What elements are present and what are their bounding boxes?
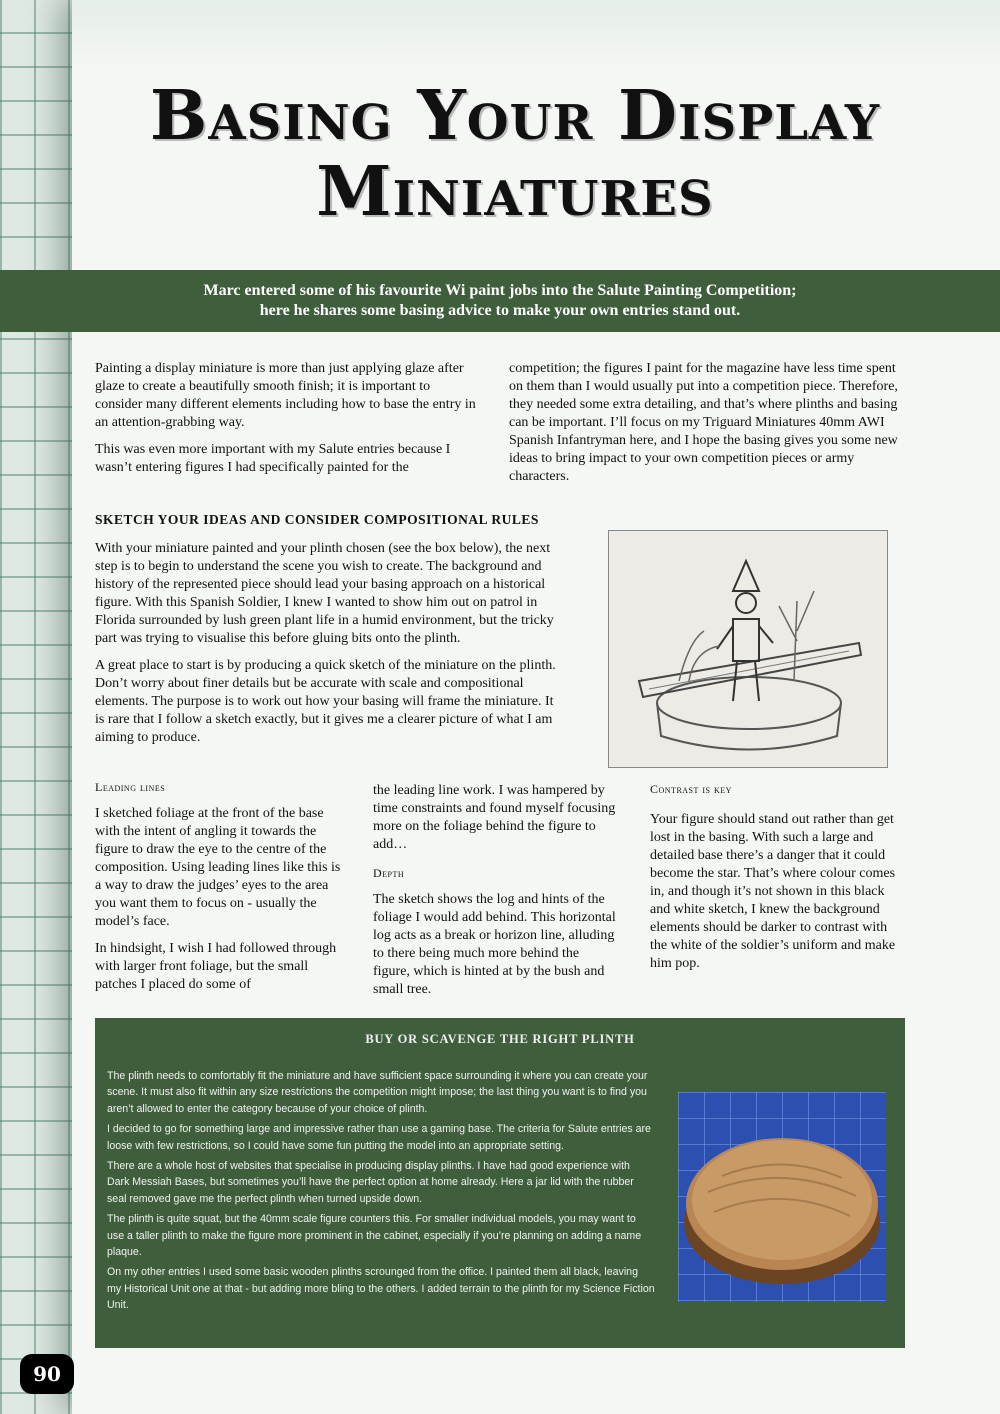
body-paragraph: In hindsight, I wish I had followed through with larger front foliage, but the small patches I placed do some of — [95, 941, 337, 992]
sidebar-paragraph: On my other entries I used some basic wooden plinths scrounged from the office. I painted them all black, leaving my Historical Unit one at that - but adding more bling to the others. I added terrain to the plinth for my Science Fiction Unit. — [107, 1266, 655, 1312]
standfirst-line-1: Marc entered some of his favourite Wi paint jobs into the Salute Painting Competition; — [203, 282, 797, 299]
standfirst-line-2: here he shares some basing advice to make your own entries stand out. — [259, 302, 741, 319]
contrast-column — [650, 782, 906, 982]
sidebar-paragraph: The plinth needs to comfortably fit the miniature and have sufficient space surrounding it where you can create your scene. It must also fit within any size restrictions the competition might impose; the last thing you want is to find you aren’t allowed to enter the category because of your choice of plinth. — [107, 1070, 648, 1115]
intro-paragraph: Painting a display miniature is more than just applying glaze after glaze to create a beautifully smooth finish; it is important to consider many different elements including how to base the entry in an attention-grabbing way. — [95, 361, 476, 430]
pencil-sketch-image — [608, 530, 888, 768]
plinth-sidebar-box — [95, 1018, 905, 1348]
intro-paragraph: This was even more important with my Salute entries because I wasn’t entering figures I had specifically painted for the — [95, 442, 451, 475]
pencil-sketch-drawing — [609, 531, 887, 767]
intro-paragraph: competition; the figures I paint for the magazine have less time spent on them than I would usually put into a competition piece. Therefore, they needed some extra detailing, and that’s where plinths and basing can be important. I’ll focus on my Triguard Miniatures 40mm AWI Spanish Infantryman here, and I hope the basing gives you some new ideas to bring impact to your own competition pieces or army characters. — [509, 361, 898, 484]
depth-heading: Depth — [373, 866, 405, 880]
standfirst-banner — [0, 270, 1000, 332]
section-sketch-body — [95, 540, 565, 756]
body-paragraph: The sketch shows the log and hints of the foliage I would add behind. This horizontal log acts as a break or horizon line, alluding to there being much more behind the figure, which is hinted at by the bush and small tree. — [373, 892, 616, 997]
page-number: 90 — [20, 1354, 74, 1394]
body-paragraph: the leading line work. I was hampered by time constraints and found myself focusing more on the foliage behind the figure to add… — [373, 783, 616, 852]
article-title: Basing Your Display Miniatures — [149, 76, 881, 232]
sidebar-paragraph: The plinth is quite squat, but the 40mm scale figure counters this. For smaller individual models, you may want to use a taller plinth to make the figure more prominent in the cabinet, especially if you’re planning on adding a name plaque. — [107, 1213, 642, 1259]
section-heading-sketch: SKETCH YOUR IDEAS AND CONSIDER COMPOSITIONAL RULES — [95, 512, 539, 527]
body-paragraph: I sketched foliage at the front of the base with the intent of angling it towards the figure to draw the eye to the centre of the composition. Using leading lines like this is a way to draw the judges’ eyes to the area you want them to focus on - usually the model’s face. — [95, 806, 341, 929]
sidebar-text — [107, 1068, 655, 1318]
sidebar-paragraph: There are a whole host of websites that specialise in producing display plinths. I have had good experience with Dark Messiah Bases, but sometimes you’ll have the perfect option at home already. Here a jar lid with the rubber seal removed gave me the perfect plinth when turned upside down. — [107, 1160, 634, 1205]
sidebar-paragraph: I decided to go for something large and impressive rather than use a gaming base. The criteria for Salute entries are loose with few restrictions, so I could have some fun putting the model into an appropriate setting. — [107, 1123, 651, 1152]
leading-lines-column — [95, 780, 347, 1003]
body-paragraph: Your figure should stand out rather than get lost in the basing. With such a large and detailed base there’s a danger that it could become the star. That’s where colour comes in, and though it’s not shown in this black and white sketch, I knew the background elements should be darker to contrast with the white of the soldier’s uniform and make him pop. — [650, 812, 896, 971]
sidebar-title: BUY OR SCAVENGE THE RIGHT PLINTH — [365, 1032, 635, 1046]
depth-column — [373, 782, 619, 1008]
intro-column-2 — [509, 360, 907, 495]
wooden-plinth-photo — [678, 1092, 886, 1302]
contrast-heading: Contrast is key — [650, 782, 732, 796]
top-fade — [72, 0, 1000, 70]
intro-column-1 — [95, 360, 480, 486]
plinth-photo-drawing — [678, 1092, 886, 1302]
body-paragraph: With your miniature painted and your plinth chosen (see the box below), the next step is to begin to understand the scene you wish to create. The background and history of the represented piece should lead your basing approach on a historical figure. With this Spanish Soldier, I knew I wanted to show him out on patrol in Florida surrounded by lush green plant life in a humid environment, but the tricky part was trying to visualise this before gluing bits onto the plinth. — [95, 541, 554, 646]
body-paragraph: A great place to start is by producing a quick sketch of the miniature on the plinth. Don’t worry about finer details but be accurate with scale and compositional elements. The purpose is to work out how your basing will frame the miniature. It is rare that I follow a sketch exactly, but it gives me a clearer picture of what I am aiming to produce. — [95, 658, 556, 745]
leading-lines-heading: Leading lines — [95, 780, 166, 794]
